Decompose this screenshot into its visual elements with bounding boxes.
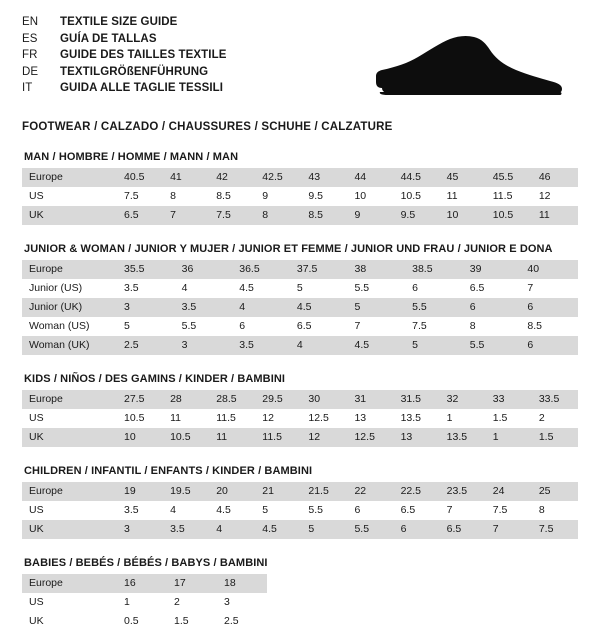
group-title: BABIES / BEBÉS / BÉBÉS / BABYS / BAMBINI bbox=[24, 557, 268, 569]
cell: 36.5 bbox=[232, 260, 290, 279]
group-title: KIDS / NIÑOS / DES GAMINS / KINDER / BAMBINI bbox=[24, 373, 286, 385]
cell: 36 bbox=[175, 260, 233, 279]
language-title: GUÍA DE TALLAS bbox=[60, 32, 157, 45]
cell: 21 bbox=[255, 482, 301, 501]
group-man bbox=[22, 151, 578, 225]
table-row bbox=[22, 501, 578, 520]
cell: 25 bbox=[532, 482, 578, 501]
cell: 0.5 bbox=[117, 612, 167, 631]
cell: 44.5 bbox=[394, 168, 440, 187]
cell: 13.5 bbox=[394, 409, 440, 428]
language-code: IT bbox=[22, 82, 33, 94]
cell: 11.5 bbox=[209, 409, 255, 428]
cell: 21.5 bbox=[301, 482, 347, 501]
cell: 3.5 bbox=[175, 298, 233, 317]
cell: 3.5 bbox=[117, 501, 163, 520]
size-table-man bbox=[22, 168, 578, 225]
row-label: Europe bbox=[22, 260, 117, 279]
cell: 16 bbox=[117, 574, 167, 593]
group-junior-woman bbox=[22, 243, 578, 355]
cell: 24 bbox=[486, 482, 532, 501]
cell: 10.5 bbox=[163, 428, 209, 447]
cell: 11.5 bbox=[255, 428, 301, 447]
cell: 7.5 bbox=[532, 520, 578, 539]
cell: 6.5 bbox=[394, 501, 440, 520]
row-label: UK bbox=[22, 612, 117, 631]
cell: 3.5 bbox=[163, 520, 209, 539]
cell: 4.5 bbox=[348, 336, 406, 355]
cell: 11 bbox=[163, 409, 209, 428]
cell: 11 bbox=[440, 187, 486, 206]
cell: 2.5 bbox=[217, 612, 267, 631]
cell: 22 bbox=[347, 482, 393, 501]
cell: 7.5 bbox=[117, 187, 163, 206]
language-title: GUIDA ALLE TAGLIE TESSILI bbox=[60, 82, 224, 94]
cell: 38 bbox=[348, 260, 406, 279]
dress-shoe-icon bbox=[374, 32, 564, 105]
cell: 37.5 bbox=[290, 260, 348, 279]
cell: 6 bbox=[405, 279, 463, 298]
cell: 8.5 bbox=[209, 187, 255, 206]
cell: 5.5 bbox=[301, 501, 347, 520]
cell: 41 bbox=[163, 168, 209, 187]
language-code: EN bbox=[22, 16, 39, 28]
cell: 13 bbox=[394, 428, 440, 447]
row-label: US bbox=[22, 593, 117, 612]
cell: 5 bbox=[405, 336, 463, 355]
cell: 18 bbox=[217, 574, 267, 593]
cell: 7 bbox=[440, 501, 486, 520]
cell: 11.5 bbox=[486, 187, 532, 206]
row-label: UK bbox=[22, 520, 117, 539]
row-label: Europe bbox=[22, 390, 117, 409]
cell: 5 bbox=[348, 298, 406, 317]
cell: 27.5 bbox=[117, 390, 163, 409]
cell: 3.5 bbox=[117, 279, 175, 298]
cell: 3 bbox=[117, 298, 175, 317]
cell: 1 bbox=[117, 593, 167, 612]
cell: 12.5 bbox=[347, 428, 393, 447]
row-label: Woman (UK) bbox=[22, 336, 117, 355]
cell: 5 bbox=[290, 279, 348, 298]
language-row bbox=[22, 64, 227, 81]
cell: 4.5 bbox=[209, 501, 255, 520]
cell: 8 bbox=[255, 206, 301, 225]
cell: 3 bbox=[117, 520, 163, 539]
cell: 6 bbox=[394, 520, 440, 539]
cell: 4 bbox=[209, 520, 255, 539]
cell: 1.5 bbox=[486, 409, 532, 428]
cell: 9 bbox=[347, 206, 393, 225]
cell: 44 bbox=[347, 168, 393, 187]
table-row bbox=[22, 409, 578, 428]
cell: 23.5 bbox=[440, 482, 486, 501]
cell: 4 bbox=[290, 336, 348, 355]
cell: 1.5 bbox=[167, 612, 217, 631]
language-code: FR bbox=[22, 49, 38, 61]
row-label: Europe bbox=[22, 482, 117, 501]
cell: 8 bbox=[463, 317, 521, 336]
cell: 7 bbox=[163, 206, 209, 225]
cell: 30 bbox=[301, 390, 347, 409]
row-label: Woman (US) bbox=[22, 317, 117, 336]
cell: 6 bbox=[463, 298, 521, 317]
cell: 10.5 bbox=[394, 187, 440, 206]
cell: 4 bbox=[175, 279, 233, 298]
cell: 10 bbox=[347, 187, 393, 206]
row-label: US bbox=[22, 501, 117, 520]
cell: 6.5 bbox=[117, 206, 163, 225]
cell: 5.5 bbox=[348, 279, 406, 298]
cell: 8.5 bbox=[520, 317, 578, 336]
table-row bbox=[22, 206, 578, 225]
row-label: Junior (US) bbox=[22, 279, 117, 298]
cell: 3 bbox=[175, 336, 233, 355]
cell: 3 bbox=[217, 593, 267, 612]
group-title: CHILDREN / INFANTIL / ENFANTS / KINDER / BAMBINI bbox=[24, 465, 313, 477]
cell: 42 bbox=[209, 168, 255, 187]
cell: 7.5 bbox=[486, 501, 532, 520]
cell: 12 bbox=[255, 409, 301, 428]
cell: 12 bbox=[532, 187, 578, 206]
cell: 39 bbox=[463, 260, 521, 279]
group-title: JUNIOR & WOMAN / JUNIOR Y MUJER / JUNIOR ET FEMME / JUNIOR UND FRAU / JUNIOR E DONA bbox=[24, 243, 553, 255]
cell: 38.5 bbox=[405, 260, 463, 279]
section-title: FOOTWEAR / CALZADO / CHAUSSURES / SCHUHE / CALZATURE bbox=[22, 121, 393, 133]
cell: 40.5 bbox=[117, 168, 163, 187]
table-row bbox=[22, 260, 578, 279]
table-row bbox=[22, 574, 267, 593]
size-table-babies bbox=[22, 574, 267, 631]
row-label: UK bbox=[22, 428, 117, 447]
row-label: UK bbox=[22, 206, 117, 225]
cell: 13.5 bbox=[440, 428, 486, 447]
table-row bbox=[22, 428, 578, 447]
cell: 8.5 bbox=[301, 206, 347, 225]
cell: 7 bbox=[520, 279, 578, 298]
cell: 7 bbox=[486, 520, 532, 539]
cell: 6 bbox=[520, 298, 578, 317]
cell: 6 bbox=[347, 501, 393, 520]
cell: 10 bbox=[440, 206, 486, 225]
cell: 5.5 bbox=[405, 298, 463, 317]
row-label: Junior (UK) bbox=[22, 298, 117, 317]
cell: 1 bbox=[440, 409, 486, 428]
cell: 28 bbox=[163, 390, 209, 409]
size-table-kids bbox=[22, 390, 578, 447]
row-label: US bbox=[22, 187, 117, 206]
cell: 5.5 bbox=[463, 336, 521, 355]
cell: 19.5 bbox=[163, 482, 209, 501]
cell: 46 bbox=[532, 168, 578, 187]
cell: 45 bbox=[440, 168, 486, 187]
cell: 11 bbox=[532, 206, 578, 225]
cell: 40 bbox=[520, 260, 578, 279]
cell: 8 bbox=[532, 501, 578, 520]
row-label: Europe bbox=[22, 168, 117, 187]
language-row bbox=[22, 80, 227, 97]
table-row bbox=[22, 390, 578, 409]
cell: 4 bbox=[163, 501, 209, 520]
cell: 5 bbox=[301, 520, 347, 539]
cell: 6.5 bbox=[290, 317, 348, 336]
cell: 28.5 bbox=[209, 390, 255, 409]
table-row bbox=[22, 612, 267, 631]
cell: 2 bbox=[167, 593, 217, 612]
header bbox=[22, 14, 578, 105]
cell: 32 bbox=[440, 390, 486, 409]
cell: 31.5 bbox=[394, 390, 440, 409]
cell: 45.5 bbox=[486, 168, 532, 187]
language-title-list bbox=[22, 14, 227, 97]
group-title: MAN / HOMBRE / HOMME / MANN / MAN bbox=[24, 151, 239, 163]
cell: 5 bbox=[255, 501, 301, 520]
cell: 35.5 bbox=[117, 260, 175, 279]
cell: 12 bbox=[301, 428, 347, 447]
cell: 13 bbox=[347, 409, 393, 428]
table-row bbox=[22, 298, 578, 317]
cell: 5.5 bbox=[347, 520, 393, 539]
cell: 11 bbox=[209, 428, 255, 447]
cell: 9 bbox=[255, 187, 301, 206]
cell: 8 bbox=[163, 187, 209, 206]
cell: 20 bbox=[209, 482, 255, 501]
language-row bbox=[22, 14, 227, 31]
group-babies bbox=[22, 557, 578, 631]
cell: 12.5 bbox=[301, 409, 347, 428]
cell: 9.5 bbox=[301, 187, 347, 206]
table-row bbox=[22, 482, 578, 501]
table-row bbox=[22, 279, 578, 298]
table-row bbox=[22, 317, 578, 336]
cell: 4.5 bbox=[290, 298, 348, 317]
language-row bbox=[22, 31, 227, 48]
language-title: TEXTILE SIZE GUIDE bbox=[60, 16, 178, 28]
cell: 7.5 bbox=[209, 206, 255, 225]
cell: 22.5 bbox=[394, 482, 440, 501]
cell: 5.5 bbox=[175, 317, 233, 336]
language-row bbox=[22, 47, 227, 64]
group-children bbox=[22, 465, 578, 539]
cell: 33.5 bbox=[532, 390, 578, 409]
cell: 6 bbox=[520, 336, 578, 355]
language-title: TEXTILGRÖßENFÜHRUNG bbox=[60, 65, 209, 78]
table-row bbox=[22, 168, 578, 187]
cell: 7 bbox=[348, 317, 406, 336]
cell: 4 bbox=[232, 298, 290, 317]
cell: 17 bbox=[167, 574, 217, 593]
cell: 6.5 bbox=[440, 520, 486, 539]
language-code: ES bbox=[22, 32, 38, 45]
cell: 31 bbox=[347, 390, 393, 409]
cell: 9.5 bbox=[394, 206, 440, 225]
table-row bbox=[22, 520, 578, 539]
cell: 33 bbox=[486, 390, 532, 409]
cell: 2.5 bbox=[117, 336, 175, 355]
cell: 42.5 bbox=[255, 168, 301, 187]
cell: 6 bbox=[232, 317, 290, 336]
language-title: GUIDE DES TAILLES TEXTILE bbox=[60, 49, 227, 61]
cell: 1 bbox=[486, 428, 532, 447]
group-kids bbox=[22, 373, 578, 447]
cell: 10.5 bbox=[486, 206, 532, 225]
cell: 29.5 bbox=[255, 390, 301, 409]
cell: 43 bbox=[301, 168, 347, 187]
cell: 1.5 bbox=[532, 428, 578, 447]
cell: 2 bbox=[532, 409, 578, 428]
cell: 4.5 bbox=[255, 520, 301, 539]
cell: 10 bbox=[117, 428, 163, 447]
row-label: Europe bbox=[22, 574, 117, 593]
cell: 3.5 bbox=[232, 336, 290, 355]
cell: 19 bbox=[117, 482, 163, 501]
table-row bbox=[22, 336, 578, 355]
cell: 10.5 bbox=[117, 409, 163, 428]
cell: 6.5 bbox=[463, 279, 521, 298]
table-row bbox=[22, 593, 267, 612]
cell: 4.5 bbox=[232, 279, 290, 298]
row-label: US bbox=[22, 409, 117, 428]
size-table-children bbox=[22, 482, 578, 539]
size-table-junior-woman bbox=[22, 260, 578, 355]
cell: 7.5 bbox=[405, 317, 463, 336]
table-row bbox=[22, 187, 578, 206]
cell: 5 bbox=[117, 317, 175, 336]
language-code: DE bbox=[22, 65, 39, 78]
